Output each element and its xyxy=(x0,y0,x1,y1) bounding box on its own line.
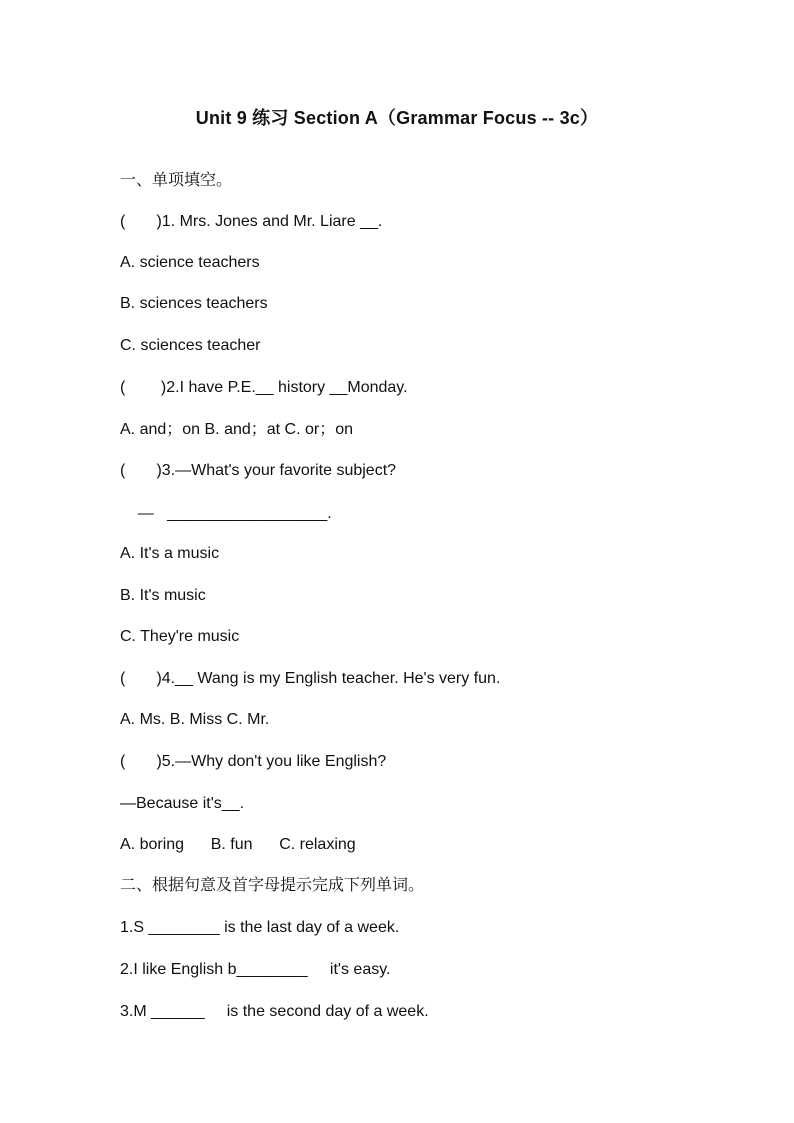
option-line: B. sciences teachers xyxy=(120,295,268,312)
answer-line: —Because it's__. xyxy=(120,795,245,812)
section-heading-2: 二、根据句意及首字母提示完成下列单词。 xyxy=(120,877,425,894)
option-line: C. They're music xyxy=(120,628,240,645)
option-line: A. boring B. fun C. relaxing xyxy=(120,836,356,853)
option-line: A. science teachers xyxy=(120,254,260,271)
fill-in-2: 2.I like English b________ it's easy. xyxy=(120,961,391,978)
question-5: ( )5.—Why don't you like English? xyxy=(120,753,387,770)
fill-in-1: 1.S ________ is the last day of a week. xyxy=(120,919,400,936)
document-title: Unit 9 练习 Section A（Grammar Focus -- 3c） xyxy=(195,108,599,128)
question-3: ( )3.—What's your favorite subject? xyxy=(120,462,397,479)
question-4: ( )4.__ Wang is my English teacher. He's very fun. xyxy=(120,670,501,687)
option-line: A. It's a music xyxy=(120,545,220,562)
option-line: A. and；on B. and；at C. or；on xyxy=(120,421,354,438)
option-line: A. Ms. B. Miss C. Mr. xyxy=(120,711,270,728)
option-line: C. sciences teacher xyxy=(120,337,261,354)
question-1: ( )1. Mrs. Jones and Mr. Liare __. xyxy=(120,213,383,230)
option-line: B. It's music xyxy=(120,587,206,604)
section-heading-1: 一、单项填空。 xyxy=(120,172,233,189)
question-2: ( )2.I have P.E.__ history __Monday. xyxy=(120,379,408,396)
fill-in-3: 3.M ______ is the second day of a week. xyxy=(120,1003,429,1020)
answer-blank-line: — __________________. xyxy=(120,505,332,522)
